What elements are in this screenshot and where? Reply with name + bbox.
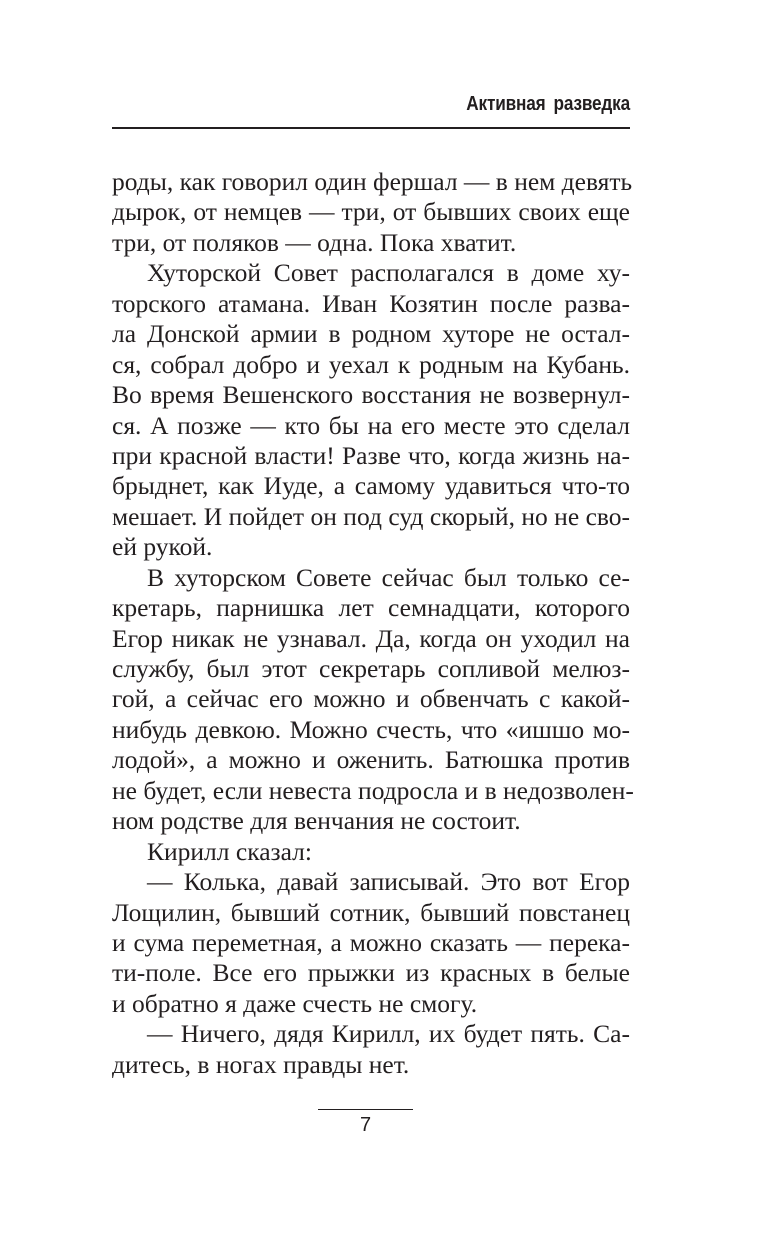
text-line: мешает. И пойдет он под суд скорый, но не сво- — [112, 501, 630, 531]
text-line: нибудь девкою. Можно счесть, что «ишшо мо- — [112, 714, 630, 744]
text-line: — Колька, давай записывай. Это вот Егор — [147, 867, 630, 897]
text-line: ся. А позже — кто бы на его месте это сделал — [112, 410, 630, 440]
text-line: ном родстве для венчания не состоит. — [112, 806, 521, 836]
page-number: 7 — [359, 1114, 372, 1136]
text-line: три, от поляков — одна. Пока хватит. — [112, 227, 517, 257]
text-line: дитесь, в ногах правды нет. — [112, 1049, 410, 1079]
text-line: гой, а сейчас его можно и обвенчать с какой- — [112, 684, 630, 714]
body-text — [112, 167, 634, 1080]
folio-rule — [318, 1109, 413, 1110]
text-line: службу, был этот секретарь сопливой мелюз- — [112, 654, 630, 683]
text-line: ся, собрал добро и уехал к родным на Кубань. — [112, 349, 630, 379]
text-line: торского атамана. Иван Козятин после разва- — [112, 288, 630, 318]
text-line: В хуторском Совете сейчас был только се- — [147, 562, 630, 592]
text-line: брыднет, как Иуде, а самому удавиться что-то — [112, 471, 630, 501]
text-line: ти-поле. Все его прыжки из красных в белые — [112, 958, 630, 988]
running-header: Активная разведка — [466, 93, 630, 115]
text-line: и обратно я даже счесть не смогу. — [112, 988, 478, 1018]
text-line: ла Донской армии в родном хуторе не остал- — [112, 319, 630, 349]
text-line: Во время Вешенского восстания не возвернул- — [112, 380, 630, 410]
text-line: — Ничего, дядя Кирилл, их будет пять. Са- — [147, 1019, 630, 1049]
text-line: Егор никак не узнавал. Да, когда он уходил на — [112, 623, 630, 653]
text-line: лодой», а можно и оженить. Батюшка против — [112, 745, 630, 775]
text-line: кретарь, парнишка лет семнадцати, которого — [112, 593, 630, 623]
text-line: при красной власти! Разве что, когда жизнь на- — [112, 440, 630, 470]
text-line: ей рукой. — [112, 532, 213, 562]
header-rule — [112, 127, 630, 129]
text-line: Кирилл сказал: — [147, 836, 312, 866]
text-line: дырок, от немцев — три, от бывших своих еще — [112, 197, 630, 227]
text-line: не будет, если невеста подросла и в недозволен- — [112, 775, 634, 805]
text-line: роды, как говорил один фершал — в нем девять — [112, 167, 633, 196]
text-line: Хуторской Совет располагался в доме ху- — [147, 258, 630, 288]
text-line: Лощилин, бывший сотник, бывший повстанец — [112, 897, 630, 927]
text-line: и сума переметная, а можно сказать — перека- — [112, 927, 630, 957]
